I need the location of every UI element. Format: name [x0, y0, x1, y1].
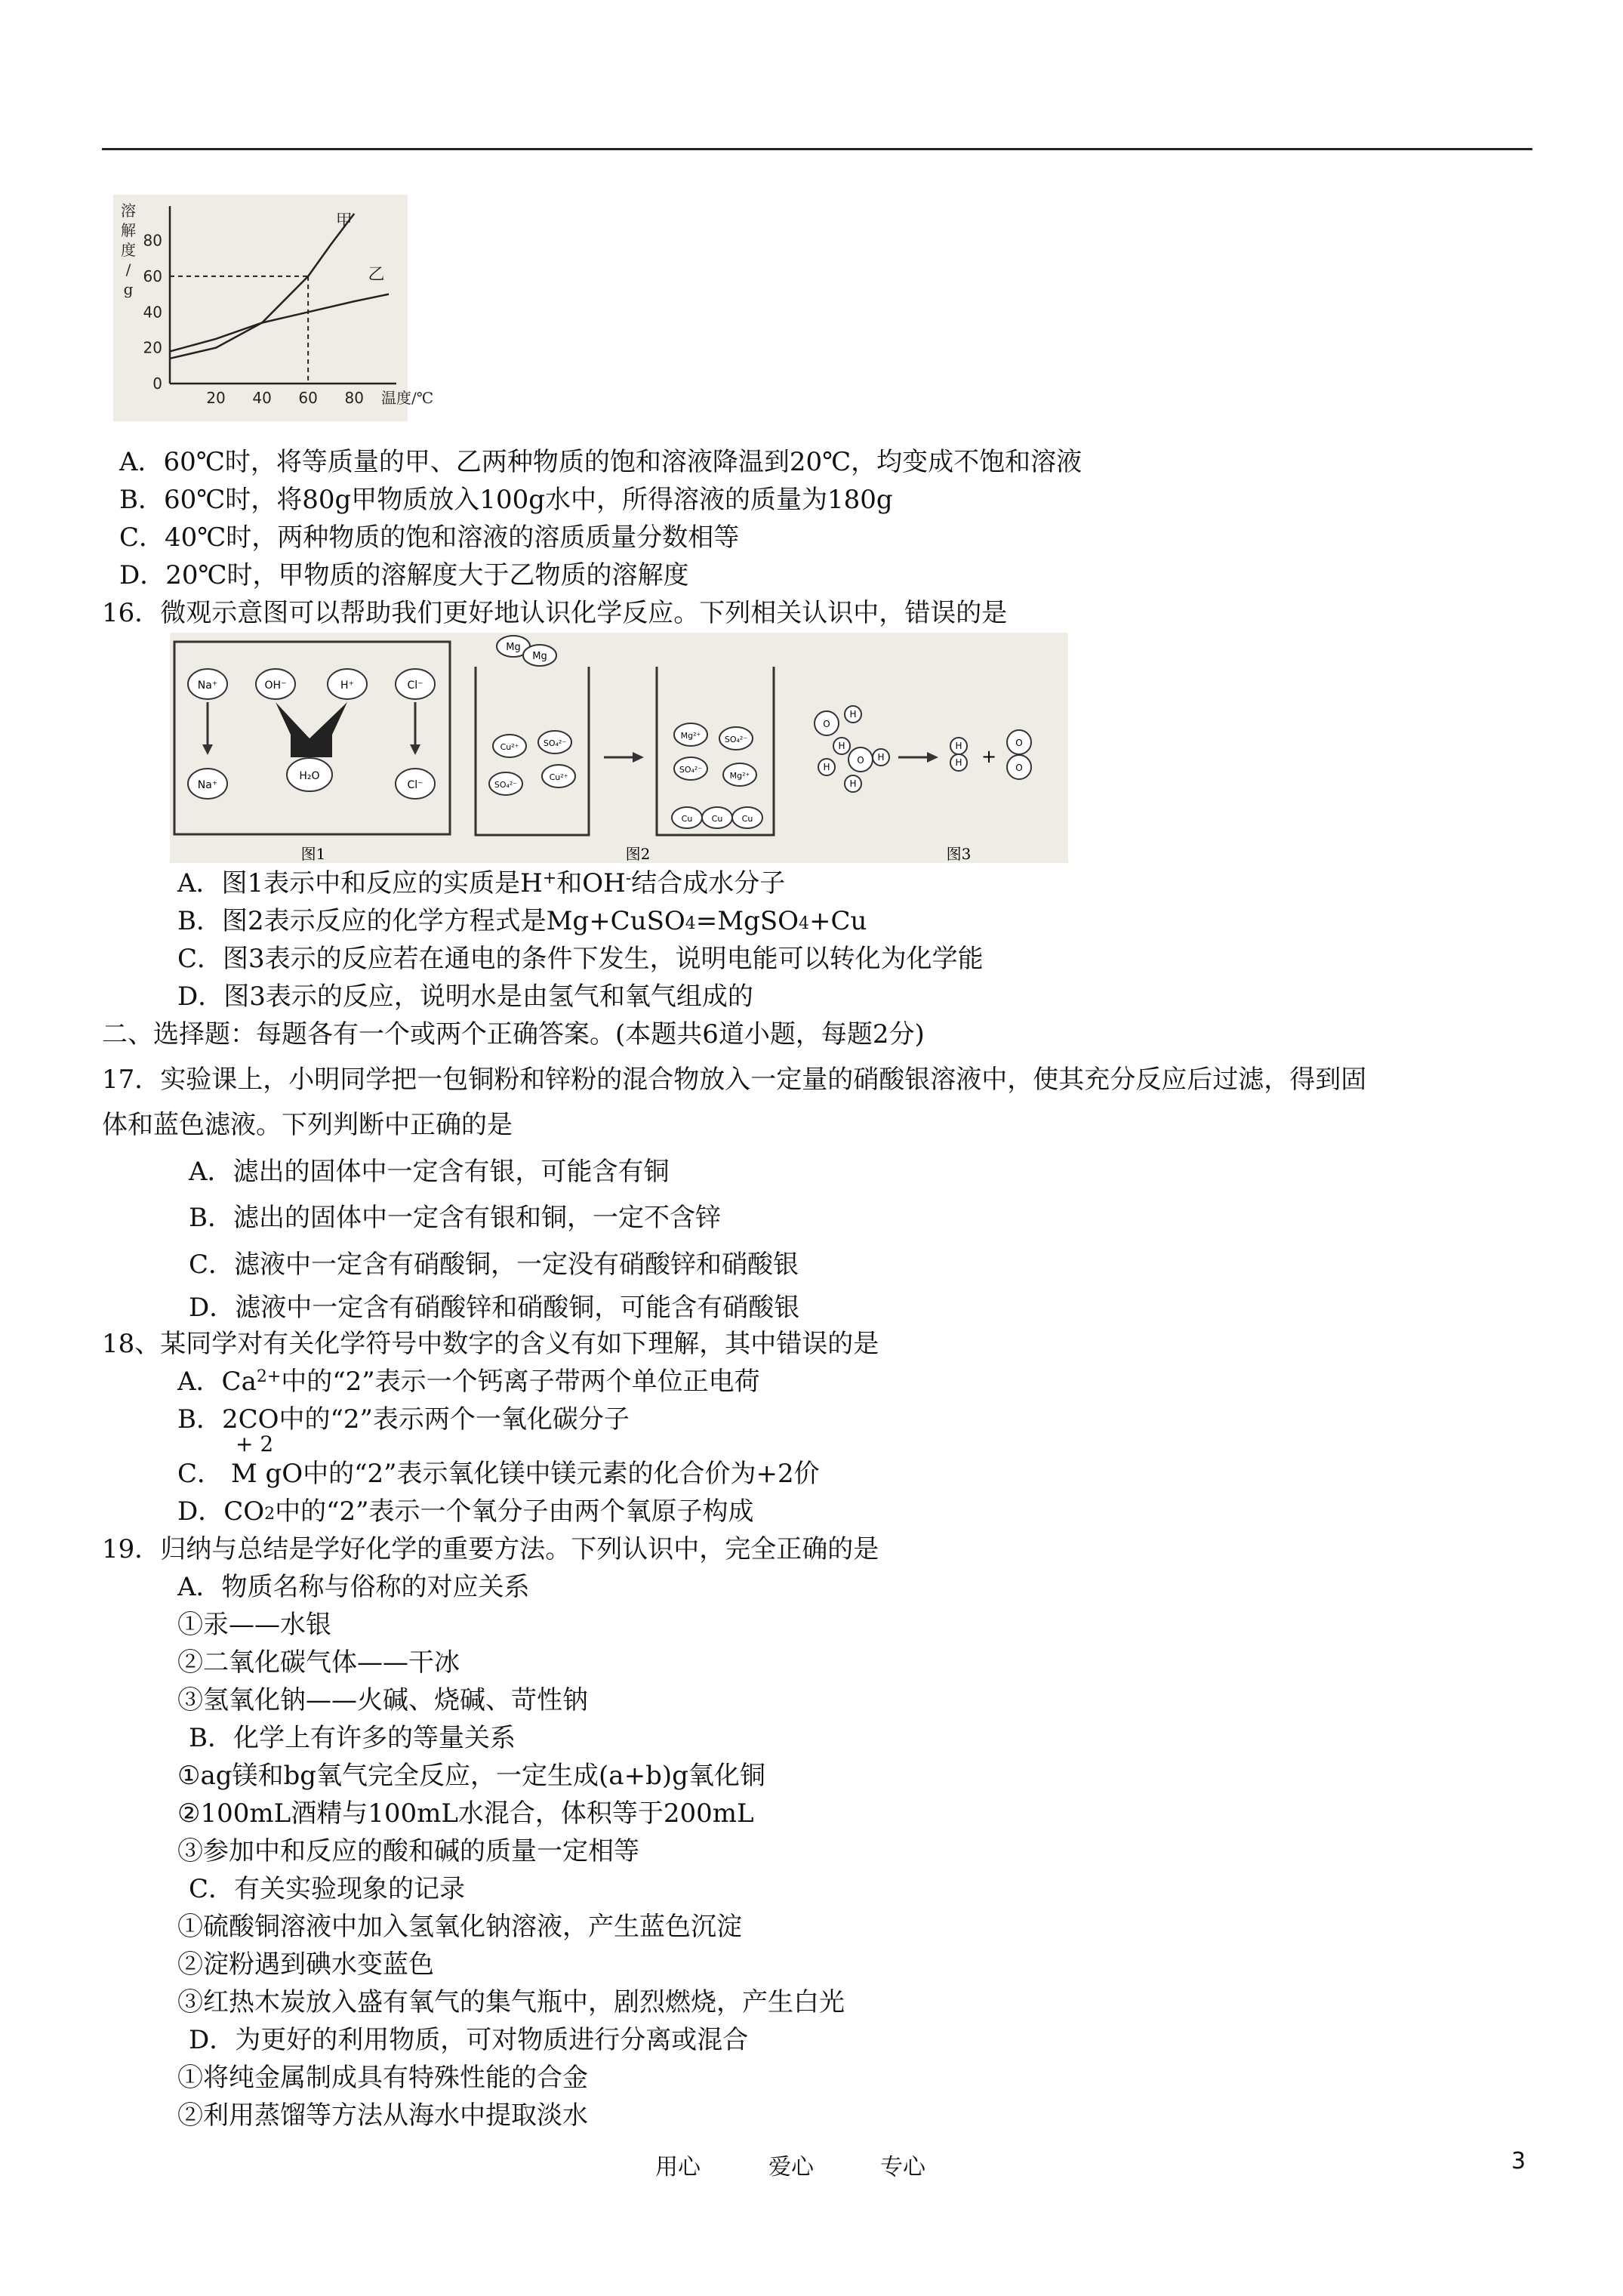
- x-tick-label: 40: [252, 389, 272, 407]
- svg-text:Cu: Cu: [711, 814, 723, 824]
- svg-text:Cl⁻: Cl⁻: [407, 779, 423, 791]
- footer-text-mid: 爱心: [768, 2154, 814, 2180]
- q15-option-b: B．60℃时，将80g甲物质放入100g水中，所得溶液的质量为180g: [119, 485, 893, 515]
- fig1-arrowhead-right: [410, 744, 420, 755]
- fig3-water-molecules: [815, 706, 889, 792]
- x-tick-label: 80: [344, 389, 364, 407]
- fig2-ions-after: [672, 723, 762, 828]
- y-axis-label-char: 度: [121, 241, 136, 259]
- series-line-yi: [170, 294, 389, 352]
- svg-text:SO₄²⁻: SO₄²⁻: [543, 738, 567, 748]
- q19-line: ①硫酸铜溶液中加入氢氧化钠溶液，产生蓝色沉淀: [177, 1912, 742, 1942]
- svg-text:OH⁻: OH⁻: [264, 680, 287, 692]
- q18-valence-mark: + 2: [236, 1432, 274, 1456]
- fig3-reaction-arrowhead: [927, 752, 938, 763]
- fig1-na-ion: [188, 669, 227, 699]
- svg-text:O: O: [1015, 738, 1023, 748]
- svg-text:O: O: [823, 719, 830, 729]
- svg-text:H: H: [838, 741, 845, 751]
- fig1-water-molecule: [287, 758, 332, 791]
- q18-option-c: C． M gO中的“2”表示氧化镁中镁元素的化合价为+2价: [177, 1459, 820, 1489]
- page-number: 3: [1511, 2148, 1526, 2174]
- q19-line: ①汞——水银: [177, 1610, 331, 1640]
- q16-option-d: D．图3表示的反应，说明水是由氢气和氧气组成的: [177, 982, 753, 1012]
- fig3-caption: 图3: [946, 845, 972, 863]
- q19-line: ①ag镁和bg氧气完全反应，一定生成(a+b)g氧化铜: [177, 1761, 765, 1791]
- svg-text:Mg: Mg: [506, 642, 521, 653]
- q18-stem: 18、某同学对有关化学符号中数字的含义有如下理解，其中错误的是: [102, 1329, 879, 1359]
- series-label-yi: 乙: [368, 265, 385, 285]
- fig3-oxygen-molecule: [1007, 730, 1031, 779]
- y-axis-label-char: /: [125, 260, 131, 279]
- fig1-cl-ion-after: [396, 769, 435, 799]
- x-axis-label: 温度/℃: [381, 389, 434, 407]
- svg-text:Cu²⁺: Cu²⁺: [549, 772, 568, 782]
- y-tick-label: 80: [143, 231, 162, 250]
- fig3-plus-sign: +: [981, 746, 997, 767]
- svg-text:H: H: [955, 757, 962, 768]
- q19-line: ③参加中和反应的酸和碱的质量一定相等: [177, 1836, 639, 1866]
- x-tick-label: 20: [206, 389, 226, 407]
- svg-text:H: H: [849, 778, 857, 789]
- q19-line: ③氢氧化钠——火碱、烧碱、苛性钠: [177, 1685, 588, 1715]
- fig1-na-ion-after: [188, 769, 227, 799]
- q17-option-a: A．滤出的固体中一定含有银，可能含有铜: [189, 1157, 670, 1187]
- series-label-jia: 甲: [335, 211, 353, 231]
- q19-line: ①将纯金属制成具有特殊性能的合金: [177, 2063, 588, 2093]
- q16-option-a: A．图1表示中和反应的实质是H+和OH-结合成水分子: [177, 868, 786, 898]
- svg-text:H₂O: H₂O: [299, 770, 320, 782]
- fig1-arrowhead-left: [202, 744, 213, 755]
- fig3-hydrogen-molecules: [950, 738, 967, 771]
- q16-option-b: B．图2表示反应的化学方程式是Mg+CuSO$_4$=MgSO$_4$+Cu: [177, 906, 867, 936]
- svg-text:H: H: [955, 741, 962, 751]
- svg-text:O: O: [1015, 763, 1023, 773]
- q15-option-a: A．60℃时，将等质量的甲、乙两种物质的饱和溶液降温到20℃，均变成不饱和溶液: [119, 447, 1083, 477]
- svg-text:Cu: Cu: [741, 814, 753, 824]
- q19-line: B．化学上有许多的等量关系: [189, 1723, 516, 1753]
- y-axis-label-char: g: [123, 280, 134, 298]
- q19-line: ②二氧化碳气体——干冰: [177, 1647, 460, 1678]
- svg-text:Cu²⁺: Cu²⁺: [500, 742, 519, 752]
- q17-stem-line1: 17．实验课上，小明同学把一包铜粉和锌粉的混合物放入一定量的硝酸银溶液中，使其充分反应后过滤，得到固: [102, 1065, 1367, 1095]
- svg-text:H: H: [877, 752, 885, 763]
- q19-line: ②利用蒸馏等方法从海水中提取淡水: [177, 2100, 588, 2131]
- svg-text:Mg²⁺: Mg²⁺: [729, 771, 750, 781]
- fig2-caption: 图2: [625, 845, 651, 863]
- fig2-reaction-arrowhead: [633, 752, 644, 763]
- header-rule: [102, 148, 1532, 150]
- svg-text:Cu: Cu: [681, 814, 693, 824]
- micro-diagrams: [170, 633, 1068, 863]
- fig2-mg-atoms: [497, 636, 556, 666]
- fig1-oh-ion: [256, 669, 295, 699]
- q19-line: A．物质名称与俗称的对应关系: [177, 1572, 530, 1602]
- footer-text-left: 用心: [655, 2154, 701, 2180]
- solubility-chart: [113, 195, 434, 421]
- q17-option-c: C．滤液中一定含有硝酸铜，一定没有硝酸锌和硝酸银: [189, 1250, 799, 1280]
- q18-option-a: A．$Ca^{2+}$中的“2”表示一个钙离子带两个单位正电荷: [177, 1367, 760, 1397]
- q15-option-d: D．20℃时，甲物质的溶解度大于乙物质的溶解度: [119, 560, 689, 590]
- svg-text:H⁺: H⁺: [340, 680, 354, 692]
- q19-line: ②淀粉遇到碘水变蓝色: [177, 1949, 434, 1980]
- q18-option-b: B．2CO中的“2”表示两个一氧化碳分子: [177, 1404, 630, 1435]
- q19-stem: 19．归纳与总结是学好化学的重要方法。下列认识中，完全正确的是: [102, 1534, 879, 1564]
- fig2-ions-before: [489, 731, 575, 795]
- y-axis-label-char: 解: [121, 221, 136, 239]
- q17-option-d: D．滤液中一定含有硝酸锌和硝酸铜，可能含有硝酸银: [189, 1293, 800, 1323]
- svg-text:Cl⁻: Cl⁻: [407, 680, 423, 692]
- svg-text:H: H: [849, 709, 857, 720]
- svg-text:Na⁺: Na⁺: [197, 779, 218, 791]
- q18-option-d: D．$CO_2$中的“2”表示一个氧分子由两个氧原子构成: [177, 1496, 754, 1527]
- q19-line: ③红热木炭放入盛有氧气的集气瓶中，剧烈燃烧，产生白光: [177, 1987, 845, 2017]
- fig1-h-ion: [328, 669, 367, 699]
- fig1-caption: 图1: [300, 845, 326, 863]
- svg-text:SO₄²⁻: SO₄²⁻: [494, 780, 518, 790]
- fig2-beaker-before: [476, 667, 589, 835]
- y-tick-label: 60: [143, 267, 162, 285]
- x-tick-label: 60: [298, 389, 318, 407]
- q16-option-c: C．图3表示的反应若在通电的条件下发生，说明电能可以转化为化学能: [177, 944, 984, 974]
- q17-stem-line2: 体和蓝色滤液。下列判断中正确的是: [102, 1110, 513, 1140]
- svg-text:H: H: [823, 762, 830, 772]
- q16-stem: 16．微观示意图可以帮助我们更好地认识化学反应。下列相关认识中，错误的是: [102, 598, 1008, 628]
- q17-option-b: B．滤出的固体中一定含有银和铜，一定不含锌: [189, 1203, 721, 1233]
- q15-option-c: C．40℃时，两种物质的饱和溶液的溶质质量分数相等: [119, 522, 740, 553]
- fig1-cl-ion: [396, 669, 435, 699]
- svg-text:Na⁺: Na⁺: [197, 680, 218, 692]
- q19-line: ②100mL酒精与100mL水混合，体积等于200mL: [177, 1798, 754, 1829]
- q19-line: C．有关实验现象的记录: [189, 1874, 466, 1904]
- footer-text-right: 专心: [880, 2154, 925, 2180]
- svg-text:Mg²⁺: Mg²⁺: [680, 731, 701, 741]
- svg-text:Mg: Mg: [532, 651, 547, 662]
- y-tick-label: 40: [143, 303, 162, 322]
- svg-text:SO₄²⁻: SO₄²⁻: [724, 735, 748, 744]
- section-2-heading: 二、选择题：每题各有一个或两个正确答案。(本题共6道小题，每题2分): [102, 1019, 925, 1049]
- y-tick-label: 20: [143, 338, 162, 357]
- svg-text:O: O: [857, 755, 864, 766]
- y-tick-label: 0: [152, 374, 162, 393]
- svg-text:SO₄²⁻: SO₄²⁻: [679, 765, 703, 775]
- q19-line: D．为更好的利用物质，可对物质进行分离或混合: [189, 2025, 749, 2055]
- fig1-combine-arrow: [276, 702, 347, 757]
- series-line-jia: [170, 211, 354, 359]
- y-axis-label-char: 溶: [121, 202, 136, 220]
